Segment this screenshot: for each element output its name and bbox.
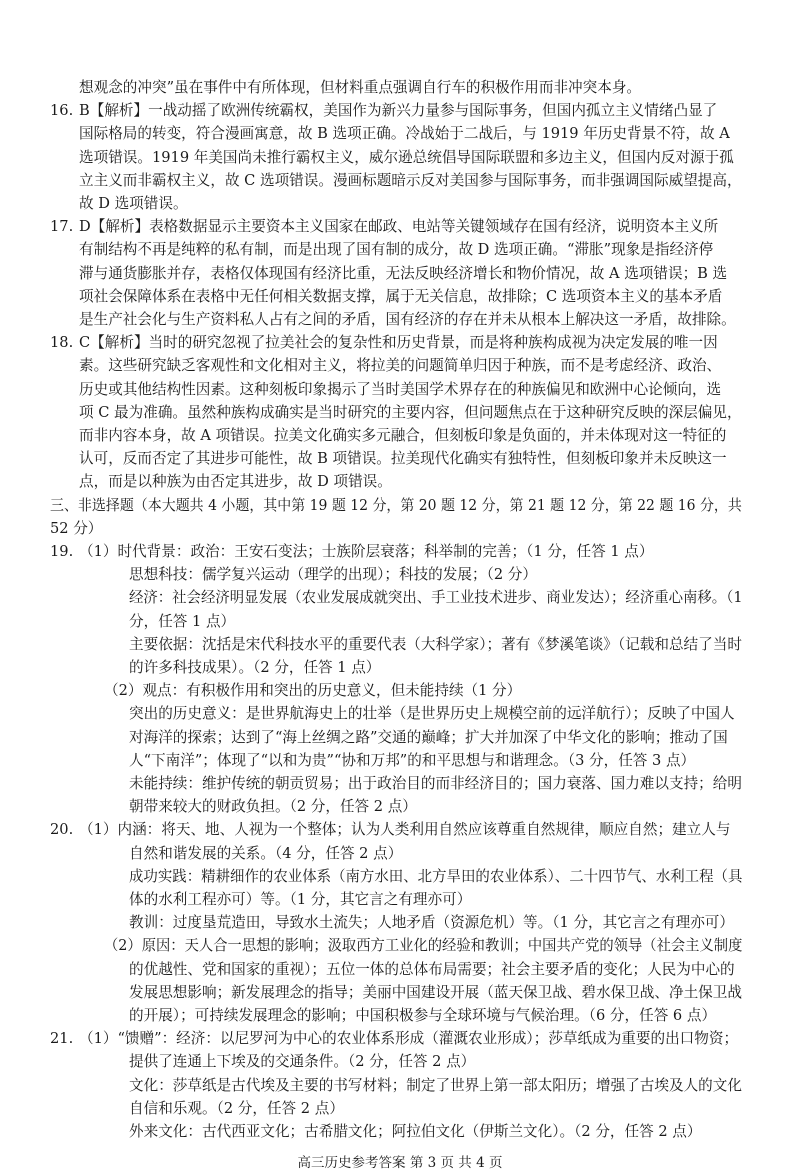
text-line: （2）原因：天人合一思想的影响；汲取西方工业化的经验和教训；中国共产党的领导（社会主义制度: [104, 937, 743, 955]
answer-16: [79, 99, 742, 215]
section-heading: [50, 494, 742, 540]
question-number-21: 21.: [50, 1030, 74, 1048]
text-line: 点，而是以种族为由否定其进步，故 D 项错误。: [79, 473, 392, 491]
question-number-16: 16.: [50, 102, 74, 120]
text-line: 主要依据：沈括是宋代科技水平的重要代表（大科学家）；著有《梦溪笔谈》（记载和总结了当时: [129, 635, 742, 653]
text-line: 的许多科技成果）。（2 分，任答 1 点）: [129, 659, 381, 676]
text-line: （1）内涵：将天、地、人视为一个整体；认为人类利用自然应该尊重自然规律，顺应自然；建立人与: [79, 821, 731, 839]
text-line: 对海洋的探索；达到了“海上丝绸之路”交通的巅峰；扩大并加深了中华文化的影响；推动了国: [129, 728, 728, 746]
text-line: 项社会保障体系在表格中无任何相关数据支撑，属于无关信息，故排除；C 选项资本主义的基本矛盾: [79, 287, 723, 305]
text-line: 人“下南洋”；体现了“以和为贵”“协和万邦”的和平思想与和谐理念。（3 分，任答 3 点）: [129, 751, 696, 769]
page-footer: 高三历史参考答案 第 3 页 共 4 页: [297, 1155, 503, 1171]
text-line: 思想科技：儒学复兴运动（理学的出现）；科技的发展；（2 分）: [129, 566, 537, 584]
text-line: 故 D 选项错误。: [79, 195, 188, 212]
question-number-17: 17.: [50, 218, 74, 236]
text-line: 而非内容本身，故 A 项错误。拉美文化确实多元融合，但刻板印象是负面的，并未体现对这一特征的: [79, 427, 727, 444]
answer-21-part-1-first: [79, 1027, 742, 1050]
text-line: 52 分）: [50, 519, 103, 537]
text-line: 教训：过度垦荒造田，导致水土流失；人地矛盾（资源危机）等。（1 分，其它言之有理亦可）: [129, 914, 734, 932]
text-line: 滞与通货膨胀并存，表格仅体现国有经济比重，无法反映经济增长和物价情况，故 A 选项错误；B 选: [79, 264, 728, 282]
text-line: C【解析】当时的研究忽视了拉美社会的复杂性和历史背景，而是将种族构成视为决定发展的唯一因: [79, 334, 718, 352]
answer-20-part-2-first: [104, 934, 742, 957]
text-line: 经济：社会经济明显发展（农业发展成就突出、手工业技术进步、商业发达）；经济重心南移。（1: [129, 589, 743, 607]
text-line: 发展思想影响；新发展理念的指导；美丽中国建设开展（蓝天保卫战、碧水保卫战、净土保卫战: [129, 983, 742, 1001]
text-line: （2）观点：有积极作用和突出的历史意义，但未能持续（1 分）: [104, 682, 522, 700]
answer-20-part-1-first: [79, 818, 742, 841]
answer-19-part-2: [129, 702, 742, 818]
text-line: 立主义而非霸权主义，故 C 选项错误。漫画标题暗示反对美国参与国际事务，而非强调国际威望提高，: [79, 171, 742, 189]
question-number-19: 19.: [50, 543, 74, 560]
text-line: 朝带来较大的财政负担。（2 分，任答 2 点）: [129, 798, 417, 816]
previous-answer-fragment: [79, 76, 742, 99]
answer-19-part-1-first: [79, 540, 742, 563]
text-line: 外来文化：古代西亚文化；古希腊文化；阿拉伯文化（伊斯兰文化）。（2 分，任答 2 点）: [129, 1123, 702, 1140]
text-line: 国际格局的转变，符合漫画寓意，故 B 选项正确。冷战始于二战后，与 1919 年历史背景不符，故 A: [79, 125, 730, 143]
text-line: 有制结构不再是纯粹的私有制，而是出现了国有制的成分，故 D 选项正确。“滞胀”现象是指经济停: [79, 241, 714, 259]
text-line: 认可，反而否定了其进步可能性，故 B 项错误。拉美现代化确实有独特性，但刻板印象并未反映这一: [79, 450, 727, 468]
answer-19-part-2-first: [104, 679, 742, 702]
text-line: （1）“馈赠”：经济：以尼罗河为中心的农业体系形成（灌溉农业形成）；莎草纸成为重要的出口物资；: [79, 1030, 739, 1048]
answer-20-part-2: [129, 958, 742, 1028]
text-line: 突出的历史意义：是世界航海史上的壮举（是世界历史上规模空前的远洋航行）；反映了中国人: [129, 705, 735, 723]
question-number-18: 18.: [50, 334, 74, 352]
text-line: 的开展）；可持续发展理念的影响；中国积极参与全球环境与气候治理。（6 分，任答 6 点）: [129, 1007, 717, 1024]
text-line: 素。这些研究缺乏客观性和文化相对主义，将拉美的问题简单归因于种族，而不是考虑经济、政治、: [79, 357, 722, 375]
text-line: 是生产社会化与生产资料私人占有之间的矛盾，国有经济的存在并未从根本上解决这一矛盾，故排除。: [79, 311, 736, 328]
text-line: 三、非选择题（本大题共 4 小题，其中第 19 题 12 分，第 20 题 12 分，第 21 题 12 分，第 22 题 16 分，共: [50, 496, 742, 514]
text-line: 自信和乐观。（2 分，任答 2 点）: [129, 1099, 344, 1117]
text-line: 体的水利工程亦可）等。（1 分，其它言之有理亦可）: [129, 891, 472, 908]
text-line: 想观念的冲突”虽在事件中有所体现，但材料重点强调自行车的积极作用而非冲突本身。: [79, 79, 642, 96]
text-line: 历史或其他结构性因素。这种刻板印象揭示了当时美国学术界存在的种族偏见和欧洲中心论倾向，选: [79, 380, 722, 398]
answer-19-part-1: [129, 563, 742, 679]
text-line: 项 C 最为准确。虽然种族构成确实是当时研究的主要内容，但问题焦点在于这种研究反映的深层偏见，: [79, 403, 742, 421]
text-line: B【解析】一战动摇了欧洲传统霸权，美国作为新兴力量参与国际事务，但国内孤立主义情绪凸显了: [79, 102, 718, 120]
answer-20-part-1: [129, 842, 742, 935]
text-line: 选项错误。1919 年美国尚未推行霸权主义，威尔逊总统倡导国际联盟和多边主义，但国内反对源于孤: [79, 148, 734, 166]
text-line: 的优越性、党和国家的重视）；五位一体的总体布局需要；社会主要矛盾的变化；人民为中心的: [129, 960, 735, 978]
text-line: 分，任答 1 点）: [129, 612, 236, 630]
answer-17: [79, 215, 742, 331]
text-line: D【解析】表格数据显示主要资本主义国家在邮政、电站等关键领域存在国有经济，说明资本主义所: [79, 218, 719, 236]
text-line: （1）时代背景：政治：王安石变法；士族阶层衰落；科举制的完善；（1 分，任答 1 点）: [79, 543, 654, 560]
answer-18: [79, 331, 742, 493]
question-number-20: 20.: [50, 821, 74, 839]
text-line: 自然和谐发展的关系。（4 分，任答 2 点）: [129, 844, 403, 862]
text-line: 未能持续：维护传统的朝贡贸易；出于政治目的而非经济目的；国力衰落、国力难以支持；给明: [129, 775, 742, 792]
text-line: 文化：莎草纸是古代埃及主要的书写材料；制定了世界上第一部太阳历；增强了古埃及人的文化: [129, 1076, 742, 1094]
text-line: 提供了连通上下埃及的交通条件。（2 分，任答 2 点）: [129, 1053, 476, 1071]
answer-21-part-1: [129, 1050, 742, 1143]
text-line: 成功实践：精耕细作的农业体系（南方水田、北方旱田的农业体系）、二十四节气、水利工程（具: [129, 867, 743, 885]
